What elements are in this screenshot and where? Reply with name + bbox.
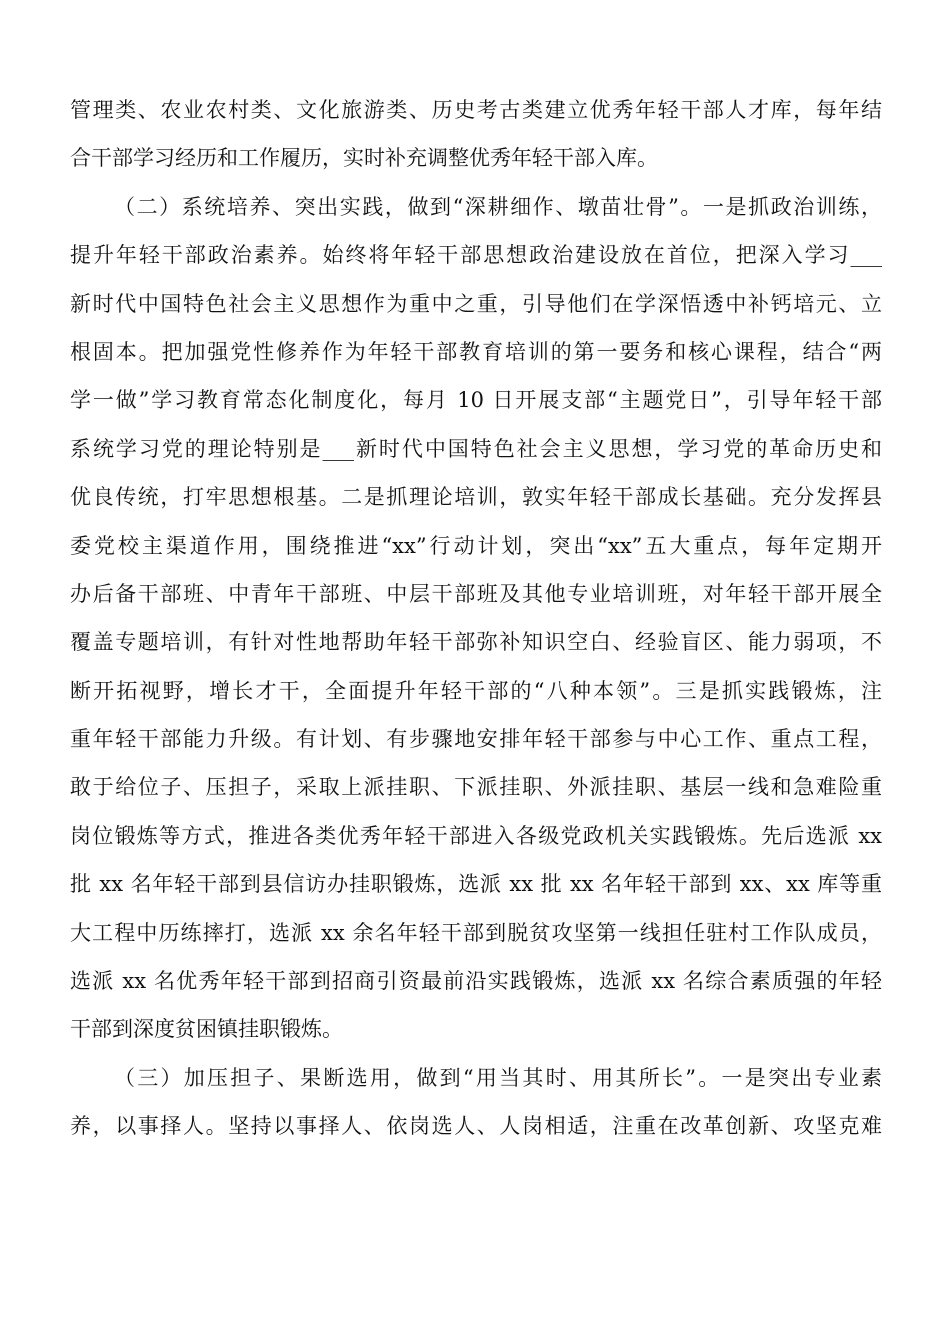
section-heading-line: （三）加压担子、果断选用，做到“用当其时、用其所长”。一是突出专业素 [114, 1065, 882, 1090]
body-text-line: 断开拓视野，增长才干，全面提升年轻干部的“八种本领”。三是抓实践锻炼，注 [70, 678, 882, 703]
body-text-line: 管理类、农业农村类、文化旅游类、历史考古类建立优秀年轻干部人才库，每年结 [70, 98, 882, 122]
body-text-line: 覆盖专题培训，有针对性地帮助年轻干部弥补知识空白、经验盲区、能力弱项，不 [70, 630, 882, 655]
section-heading-line: （二）系统培养、突出实践，做到“深耕细作、墩苗壮骨”。一是抓政治训练， [114, 194, 882, 219]
body-text-line: 合干部学习经历和工作履历，实时补充调整优秀年轻干部入库。 [70, 146, 658, 171]
body-text-line: 根固本。把加强党性修养作为年轻干部教育培训的第一要务和核心课程，结合“两 [70, 339, 882, 364]
body-text-line: 重年轻干部能力升级。有计划、有步骤地安排年轻干部参与中心工作、重点工程， [70, 727, 882, 752]
body-text-line: 批 xx 名年轻干部到县信访办挂职锻炼，选派 xx 批 xx 名年轻干部到 xx、xx 库等重 [70, 872, 882, 897]
body-text-line: 养，以事择人。坚持以事择人、依岗选人、人岗相适，注重在改革创新、攻坚克难 [70, 1114, 882, 1139]
body-text-line: 优良传统，打牢思想根基。二是抓理论培训，敦实年轻干部成长基础。充分发挥县 [70, 485, 882, 510]
body-text-line: 办后备干部班、中青年干部班、中层干部班及其他专业培训班，对年轻干部开展全 [70, 581, 882, 606]
body-text-line: 委党校主渠道作用，围绕推进“xx”行动计划，突出“xx”五大重点，每年定期开 [70, 533, 882, 558]
document-page [70, 86, 882, 1151]
body-text-line: 岗位锻炼等方式，推进各类优秀年轻干部进入各级党政机关实践锻炼。先后选派 xx [70, 823, 882, 848]
body-text-line: 大工程中历练摔打，选派 xx 余名年轻干部到脱贫攻坚第一线担任驻村工作队成员， [70, 920, 882, 945]
body-text-line: 选派 xx 名优秀年轻干部到招商引资最前沿实践锻炼，选派 xx 名综合素质强的年轻 [70, 969, 882, 994]
body-text-line: 新时代中国特色社会主义思想作为重中之重，引导他们在学深悟透中补钙培元、立 [70, 291, 882, 316]
body-text-line: 干部到深度贫困镇挂职锻炼。 [70, 1017, 343, 1042]
body-text-line: 提升年轻干部政治素养。始终将年轻干部思想政治建设放在首位，把深入学习___ [70, 243, 882, 268]
body-text-line: 学一做”学习教育常态化制度化，每月 10 日开展支部“主题党日”，引导年轻干部 [70, 388, 882, 413]
body-text-line: 系统学习党的理论特别是___新时代中国特色社会主义思想，学习党的革命历史和 [70, 436, 882, 461]
body-text-line: 敢于给位子、压担子，采取上派挂职、下派挂职、外派挂职、基层一线和急难险重 [70, 775, 882, 800]
